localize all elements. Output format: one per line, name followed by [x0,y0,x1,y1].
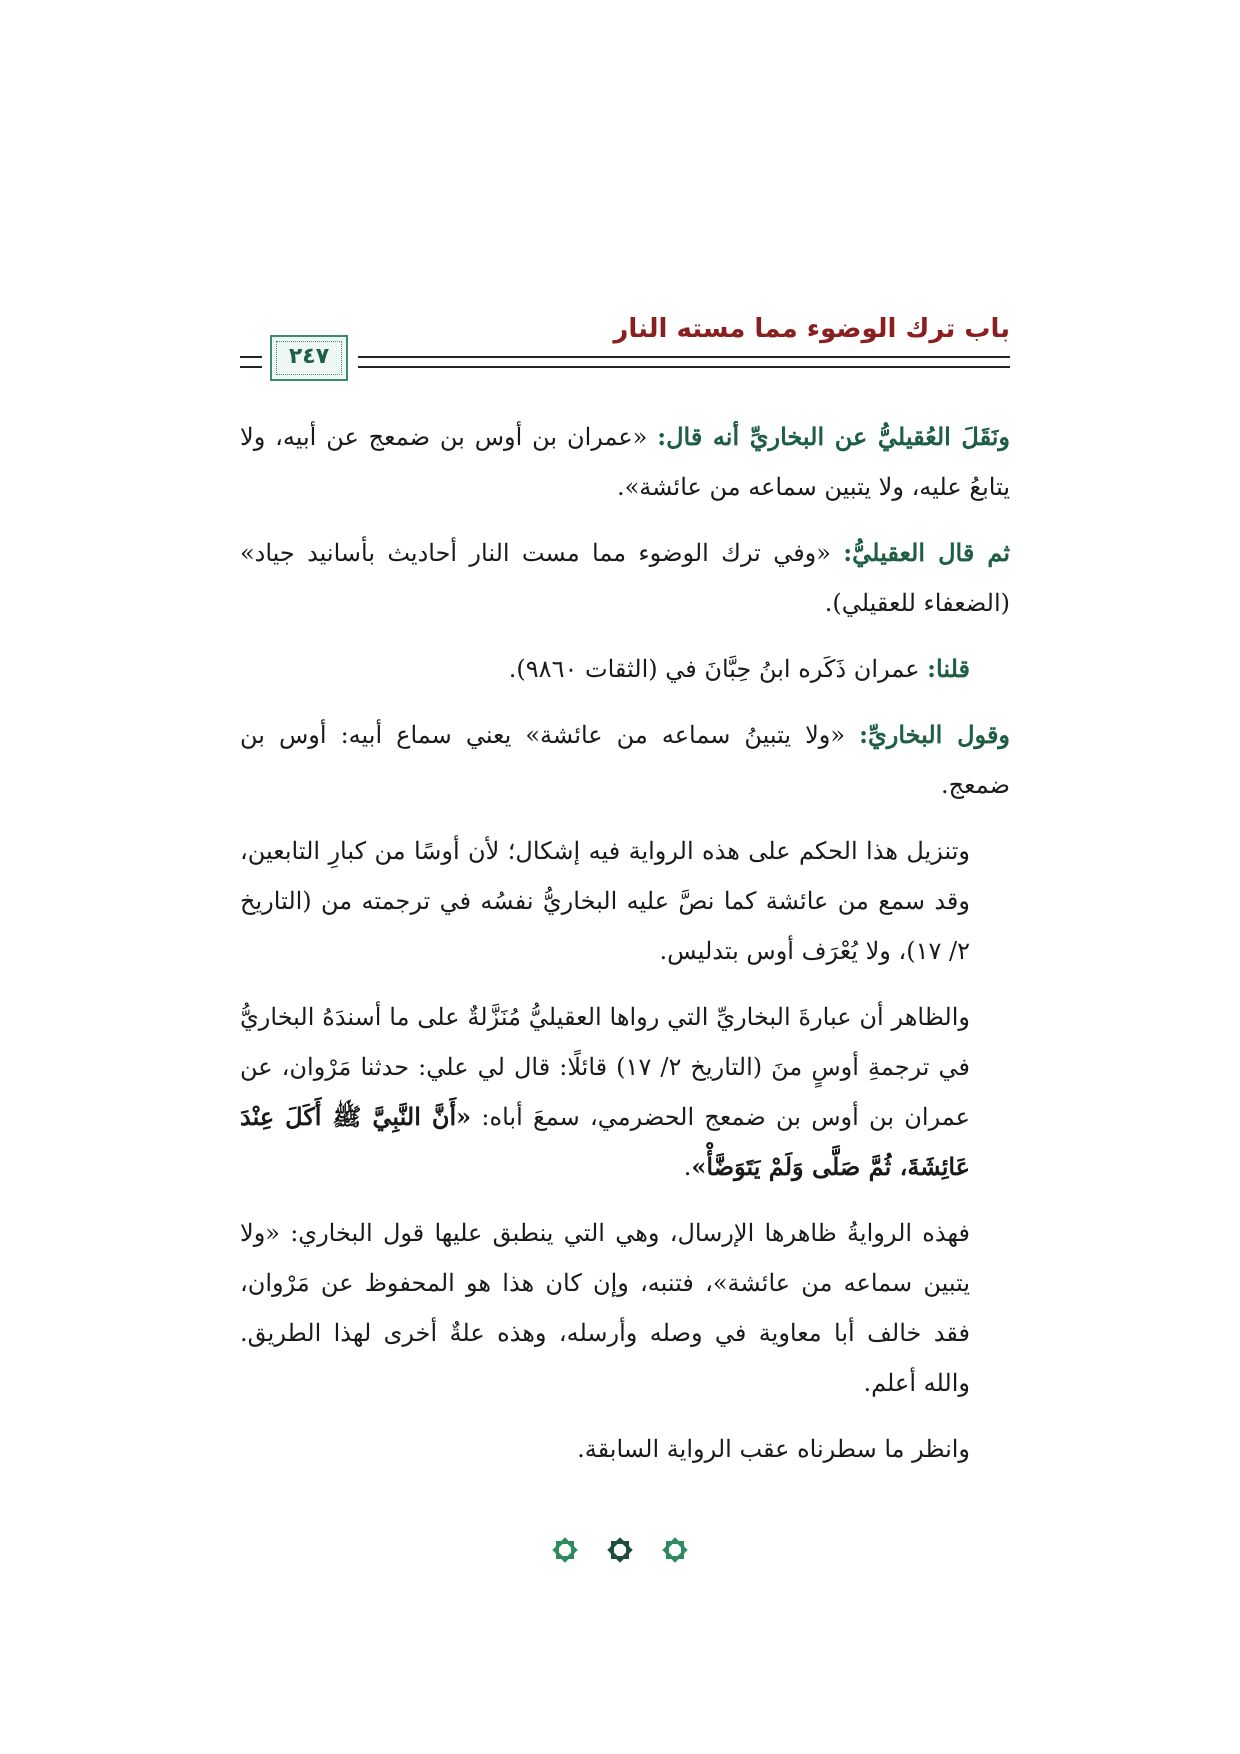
chapter-title: باب ترك الوضوء مما مسته النار [613,314,1010,344]
paragraph-6-text: والظاهر أن عبارةَ البخاريِّ التي رواها العقيليُّ مُنَزَّلةٌ على ما أسندَهُ البخاريُّ في ترجمةِ أوسٍ منَ (التاريخ ٢/ ١٧) قائلًا: قال لي علي: حدثنا مَرْوان، عن عمران بن أوس بن ضمعج الحضرمي، سمعَ أباه: [240,1003,970,1131]
paragraph-3 [240,644,1010,694]
paragraph-7 [240,1208,1010,1408]
page-header [240,300,1010,390]
page-number-frame [270,335,348,381]
page-number: ٢٤٧ [288,344,330,369]
paragraph-2 [240,528,1010,628]
star-ornament-icon [605,1535,635,1565]
paragraph-4-lead: وقول البخاريِّ: [859,720,1011,749]
star-ornament-icon [550,1535,580,1565]
header-rule-right [358,356,1010,368]
paragraph-4-text: «ولا يتبينُ سماعه من عائشة» يعني سماع أبيه: أوس بن ضمعج. [240,721,1010,799]
header-rule-left [240,356,262,368]
paragraph-2-text: «وفي ترك الوضوء مما مست النار أحاديث بأسانيد جياد» (الضعفاء للعقيلي). [240,539,1010,617]
paragraph-7-text: فهذه الروايةُ ظاهرها الإرسال، وهي التي ينطبق عليها قول البخاري: «ولا يتبين سماعه من عائشة»، فتنبه، وإن كان هذا هو المحفوظ عن مَرْوان، فقد خالف أبا معاوية في وصله وأرسله، وهذه علةٌ أخرى لهذا الطريق. والله أعلم. [240,1219,970,1397]
paragraph-4 [240,710,1010,810]
star-ornament-icon [660,1535,690,1565]
hadith-quote: «أَنَّ النَّبِيَّ ﷺ أَكَلَ عِنْدَ عَائِشَةَ، ثُمَّ صَلَّى وَلَمْ يَتَوَضَّأْ» [240,1102,970,1181]
paragraph-1 [240,412,1010,512]
paragraph-8-text: وانظر ما سطرناه عقب الرواية السابقة. [577,1435,970,1463]
paragraph-6 [240,992,1010,1192]
paragraph-5-text: وتنزيل هذا الحكم على هذه الرواية فيه إشكال؛ لأن أوسًا من كبارِ التابعين، وقد سمع من عائشة كما نصَّ عليه البخاريُّ نفسُه في ترجمته من (التاريخ ٢/ ١٧)، ولا يُعْرَف أوس بتدليس. [240,837,970,965]
paragraph-5 [240,826,1010,976]
paragraph-1-text: «عمران بن أوس بن ضمعج عن أبيه، ولا يتابعُ عليه، ولا يتبين سماعه من عائشة». [240,423,1010,501]
paragraph-2-lead: ثم قال العقيليُّ: [843,538,1010,567]
paragraph-3-text: عمران ذَكَره ابنُ حِبَّانَ في (الثقات ٩٨٦٠). [508,655,928,683]
paragraph-8 [240,1424,1010,1474]
paragraph-6-tail: . [683,1153,692,1181]
section-end-ornaments [0,1535,1240,1569]
paragraph-3-lead: قلنا: [927,654,970,683]
paragraph-1-lead: ونَقَلَ العُقيليُّ عن البخاريِّ أنه قال: [657,422,1011,451]
page-body [240,412,1010,1490]
